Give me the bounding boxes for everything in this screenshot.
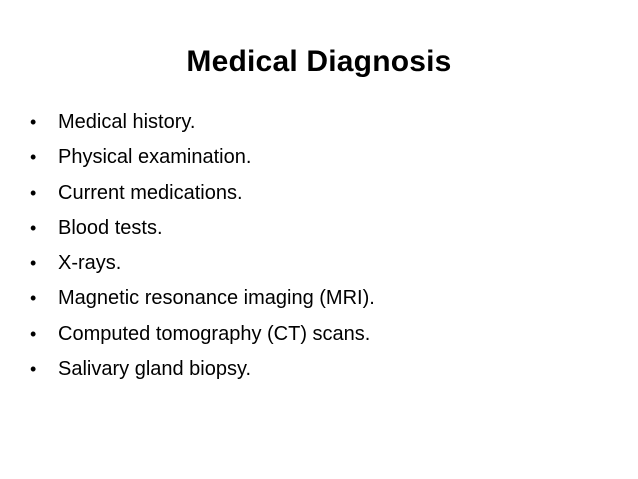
list-item bbox=[30, 179, 375, 214]
bullet-dot-icon: • bbox=[30, 253, 37, 274]
bullet-list bbox=[30, 108, 375, 390]
list-item bbox=[30, 355, 375, 390]
list-item bbox=[30, 320, 375, 355]
list-item-text: X-rays. bbox=[58, 252, 122, 275]
list-item bbox=[30, 214, 375, 249]
list-item bbox=[30, 284, 375, 319]
bullet-dot-icon: • bbox=[30, 217, 37, 238]
list-item-text: Salivary gland biopsy. bbox=[58, 358, 252, 381]
list-item bbox=[30, 249, 375, 284]
list-item-text: Medical history. bbox=[58, 111, 196, 133]
slide-title: Medical Diagnosis bbox=[186, 45, 452, 78]
list-item-text: Magnetic resonance imaging (MRI). bbox=[58, 287, 375, 310]
bullet-dot-icon: • bbox=[30, 288, 37, 309]
bullet-dot-icon: • bbox=[30, 359, 37, 380]
bullet-dot-icon: • bbox=[30, 112, 37, 132]
list-item bbox=[30, 108, 375, 143]
list-item-text: Physical examination. bbox=[58, 146, 252, 169]
bullet-dot-icon: • bbox=[30, 323, 37, 344]
list-item bbox=[30, 143, 375, 178]
bullet-dot-icon: • bbox=[30, 182, 37, 203]
bullet-dot-icon: • bbox=[30, 147, 37, 168]
list-item-text: Current medications. bbox=[58, 181, 243, 204]
list-item-text: Computed tomography (CT) scans. bbox=[58, 322, 371, 345]
list-item-text: Blood tests. bbox=[58, 216, 163, 239]
